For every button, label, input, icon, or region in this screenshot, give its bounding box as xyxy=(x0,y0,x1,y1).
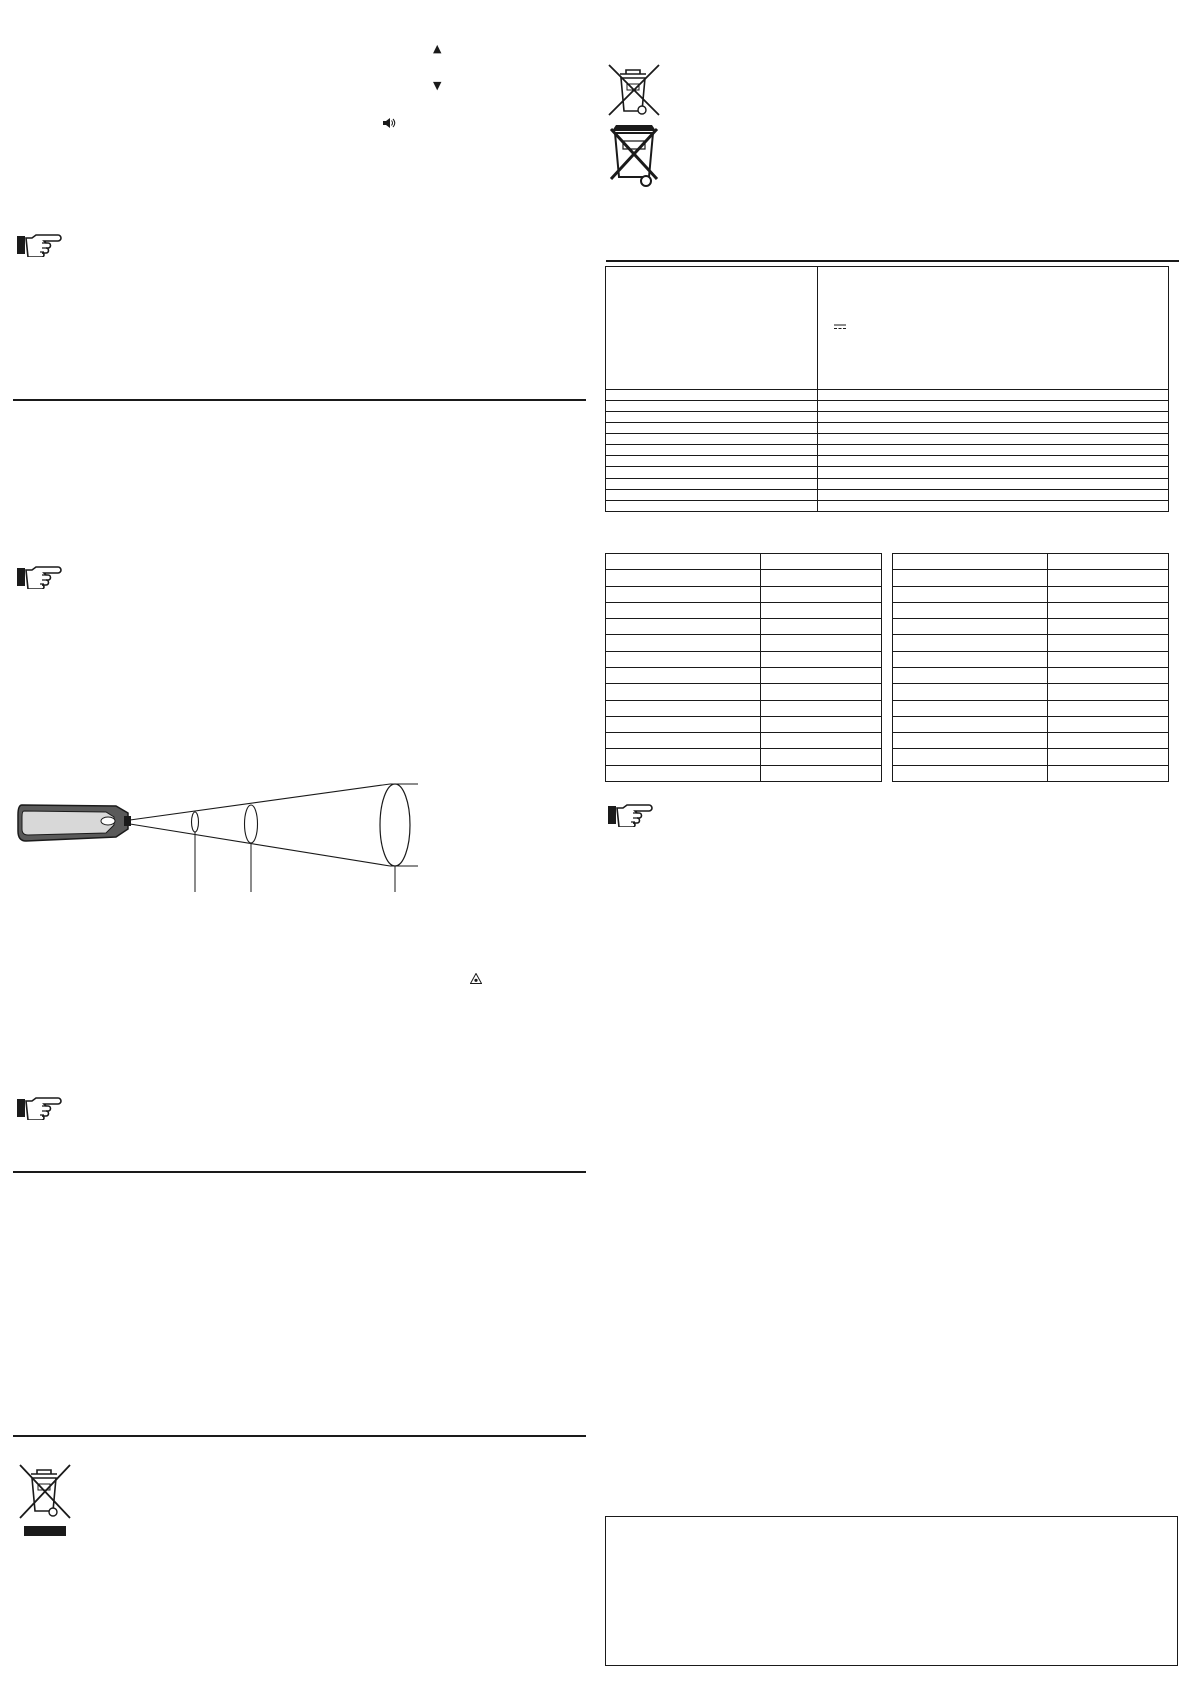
table-cell xyxy=(818,400,1169,411)
table-cell xyxy=(818,445,1169,456)
table-cell xyxy=(606,411,818,422)
table-cell xyxy=(606,716,761,732)
crossed-bin-small-icon xyxy=(606,62,662,118)
table-row xyxy=(606,733,882,749)
table-cell xyxy=(606,445,818,456)
table-cell xyxy=(761,667,882,683)
table-cell xyxy=(606,500,818,511)
table-cell xyxy=(761,765,882,781)
table-row xyxy=(893,684,1169,700)
table-row xyxy=(893,619,1169,635)
table-cell xyxy=(1048,716,1169,732)
table-row xyxy=(893,716,1169,732)
table-cell xyxy=(893,651,1048,667)
pointing-hand-icon xyxy=(16,565,62,589)
pointing-hand-icon xyxy=(16,233,62,257)
table-cell xyxy=(818,434,1169,445)
table-cell xyxy=(761,716,882,732)
table-row xyxy=(606,635,882,651)
table-cell xyxy=(606,635,761,651)
table-row xyxy=(606,619,882,635)
table-cell xyxy=(606,667,761,683)
table-cell xyxy=(606,765,761,781)
table-row xyxy=(893,651,1169,667)
table-row xyxy=(606,667,882,683)
table-cell xyxy=(761,749,882,765)
section-divider xyxy=(13,1435,586,1437)
table-row xyxy=(893,586,1169,602)
table-cell xyxy=(818,267,1169,390)
table-row xyxy=(893,733,1169,749)
crossed-bin-icon xyxy=(17,1462,73,1540)
table-cell xyxy=(761,700,882,716)
table-cell xyxy=(818,467,1169,478)
table-cell xyxy=(1048,749,1169,765)
table-row xyxy=(606,586,882,602)
table-cell xyxy=(893,700,1048,716)
table-cell xyxy=(818,422,1169,433)
table-cell xyxy=(606,434,818,445)
table-row xyxy=(606,716,882,732)
table-row xyxy=(893,667,1169,683)
table-cell xyxy=(893,602,1048,618)
table-cell xyxy=(1048,651,1169,667)
table-cell xyxy=(818,411,1169,422)
table-cell xyxy=(893,749,1048,765)
table-cell xyxy=(606,570,761,586)
table-row xyxy=(606,422,1169,433)
table-row xyxy=(606,765,882,781)
measuring-spot-diagram xyxy=(16,775,426,895)
table-row xyxy=(606,456,1169,467)
table-cell xyxy=(893,667,1048,683)
table-cell xyxy=(606,733,761,749)
table-row xyxy=(606,700,882,716)
table-row xyxy=(606,467,1169,478)
table-row xyxy=(606,489,1169,500)
table-cell xyxy=(761,651,882,667)
range-table-right xyxy=(892,553,1169,782)
table-cell xyxy=(1048,765,1169,781)
table-cell xyxy=(893,684,1048,700)
table-cell xyxy=(1048,733,1169,749)
crossed-wheelie-bin-icon xyxy=(606,121,662,189)
table-cell xyxy=(1048,586,1169,602)
table-row xyxy=(606,434,1169,445)
table-cell xyxy=(893,733,1048,749)
arrow-down-icon: ▼ xyxy=(433,79,442,92)
pointing-hand-icon xyxy=(607,803,653,827)
table-cell xyxy=(1048,554,1169,570)
speaker-icon xyxy=(382,117,396,129)
dc-symbol-icon xyxy=(834,324,846,330)
table-row xyxy=(606,570,882,586)
table-cell xyxy=(761,684,882,700)
table-cell xyxy=(1048,602,1169,618)
arrow-up-icon: ▲ xyxy=(433,42,442,55)
table-cell xyxy=(606,478,818,489)
table-cell xyxy=(606,389,818,400)
table-cell xyxy=(606,700,761,716)
table-row xyxy=(893,700,1169,716)
table-row xyxy=(606,445,1169,456)
table-cell xyxy=(1048,570,1169,586)
table-row xyxy=(606,411,1169,422)
table-cell xyxy=(761,554,882,570)
section-divider xyxy=(606,260,1179,262)
table-cell xyxy=(606,586,761,602)
table-cell xyxy=(893,619,1048,635)
section-divider xyxy=(13,399,586,401)
table-row xyxy=(606,389,1169,400)
table-row xyxy=(893,635,1169,651)
table-row xyxy=(893,749,1169,765)
table-cell xyxy=(606,619,761,635)
table-cell xyxy=(761,602,882,618)
table-cell xyxy=(893,635,1048,651)
table-cell xyxy=(1048,635,1169,651)
table-row xyxy=(893,765,1169,781)
technical-data-table xyxy=(605,266,1169,512)
table-cell xyxy=(761,570,882,586)
table-cell xyxy=(606,602,761,618)
table-cell xyxy=(761,586,882,602)
table-cell xyxy=(761,635,882,651)
table-row xyxy=(606,684,882,700)
pointing-hand-icon xyxy=(16,1096,62,1120)
laser-warning-icon xyxy=(470,973,482,984)
table-row xyxy=(606,267,1169,390)
table-cell xyxy=(818,478,1169,489)
table-cell xyxy=(893,765,1048,781)
table-row xyxy=(606,478,1169,489)
table-cell xyxy=(818,456,1169,467)
table-row xyxy=(606,400,1169,411)
table-cell xyxy=(1048,619,1169,635)
table-row xyxy=(606,500,1169,511)
table-cell xyxy=(606,749,761,765)
table-row xyxy=(606,651,882,667)
table-cell xyxy=(893,716,1048,732)
table-cell xyxy=(606,267,818,390)
table-cell xyxy=(761,619,882,635)
table-cell xyxy=(606,554,761,570)
table-cell xyxy=(1048,700,1169,716)
table-cell xyxy=(606,467,818,478)
table-cell xyxy=(818,389,1169,400)
table-cell xyxy=(606,456,818,467)
thermometer-device-icon xyxy=(18,805,131,841)
section-divider xyxy=(13,1171,586,1173)
table-cell xyxy=(818,489,1169,500)
table-cell xyxy=(818,500,1169,511)
table-cell xyxy=(893,554,1048,570)
table-cell xyxy=(893,586,1048,602)
imprint-box xyxy=(605,1516,1178,1666)
table-row xyxy=(606,602,882,618)
table-row xyxy=(606,749,882,765)
table-row xyxy=(606,554,882,570)
range-table-left xyxy=(605,553,882,782)
table-cell xyxy=(606,684,761,700)
table-cell xyxy=(761,733,882,749)
table-row xyxy=(893,554,1169,570)
table-cell xyxy=(606,422,818,433)
table-row xyxy=(893,602,1169,618)
table-cell xyxy=(893,570,1048,586)
table-cell xyxy=(606,651,761,667)
table-cell xyxy=(606,489,818,500)
table-cell xyxy=(1048,667,1169,683)
table-row xyxy=(893,570,1169,586)
table-cell xyxy=(1048,684,1169,700)
table-cell xyxy=(606,400,818,411)
